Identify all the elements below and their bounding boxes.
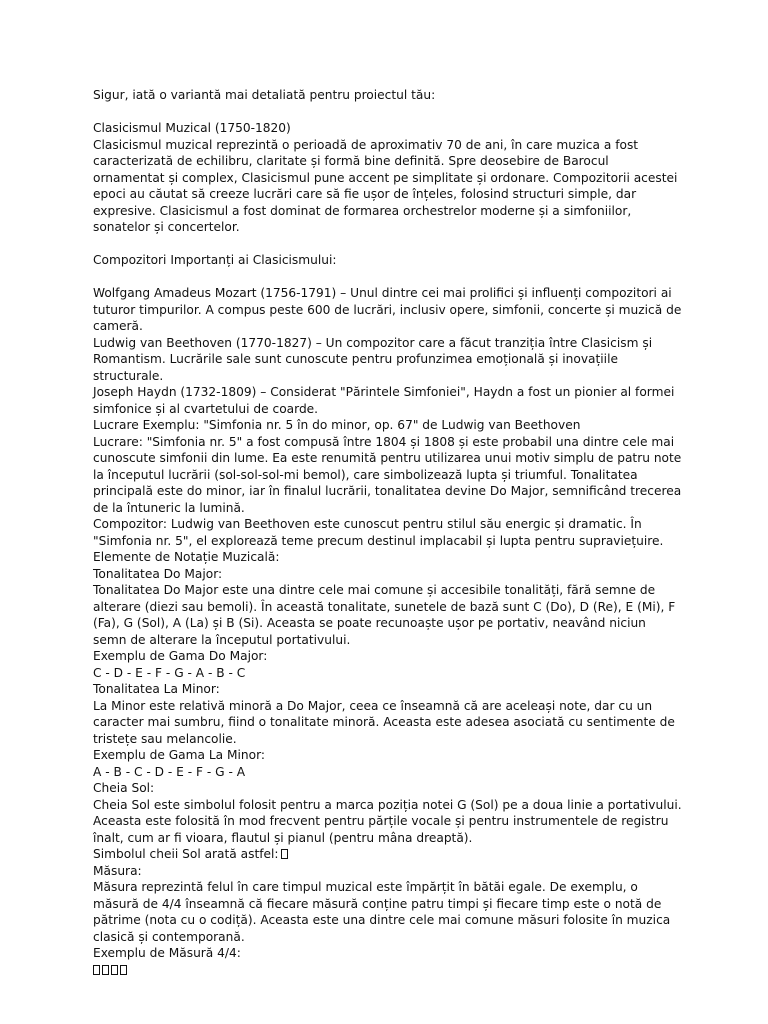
la-minor-heading: Tonalitatea La Minor: [93,682,220,696]
measure-example-heading: Exemplu de Măsură 4/4: [93,946,241,960]
missing-glyph-icon [281,849,288,859]
la-minor-scale: A - B - C - D - E - F - G - A [93,764,246,779]
composer-beethoven: Ludwig van Beethoven (1770-1827) – Un compozitor care a făcut tranziția între Clasicism și Romantism. Lucrările sale sunt cunoscute pentru profunzimea emoțională și inovațiile structurale. [93,335,653,383]
missing-glyph-icon [120,965,127,975]
missing-glyph-icon [111,965,118,975]
classicism-paragraph: Clasicismul muzical reprezintă o perioadă de aproximativ 70 de ani, în care muzica a fost caracterizată de echilibru, claritate și formă bine definită. Spre deosebire de Barocul ornamentat și complex, Clasicismul pune accent pe simplitate și ordonare. Compozitorii acestei epoci au căutat să creeze lucrări care să fie ușor de înțeles, folosind structuri simple, dar expresive. Clasicismul a fost dominat de formarea orchestrelor moderne și a simfoniilor, sonatelor și concertelor. [93,137,678,234]
composer-mozart: Wolfgang Amadeus Mozart (1756-1791) – Unul dintre cei mai prolifici și influenți compozitori ai tuturor timpurilor. A compus peste 600 de lucrări, inclusiv opere, simfonii, concerte și muzică de cameră. [93,286,682,333]
missing-glyph-icon [93,965,100,975]
do-major-heading: Tonalitatea Do Major: [93,566,223,581]
clef-symbol-line [93,846,683,863]
work-description: Lucrare: "Simfonia nr. 5" a fost compusă între 1804 și 1808 și este probabil una dintre cele mai cunoscute simfonii din lume. Ea este renumită pentru utilizarea unui motiv simplu de patru note la începutul lucrării (sol-sol-sol-mi bemol), care simbolizează lupta și triumful. Tonalitatea principală este do minor, iar în finalul lucrării, tonalitatea devine Do Major, semnificând trecerea de la întuneric la lumină. [93,434,682,515]
measure-example-glyphs [93,962,683,979]
section-heading-classicism: Clasicismul Muzical (1750-1820) [93,121,291,135]
measure-paragraph: Măsura reprezintă felul în care timpul muzical este împărțit în bătăi egale. De exemplu, o măsură de 4/4 înseamnă că fiecare măsură conține patru timpi și fiecare timp este o notă de pătrime (nota cu o codiță). Aceasta este una dintre cele mai comune măsuri folosite în muzica clasică și contemporană. [93,880,671,944]
section-heading-notation: Elemente de Notație Muzicală: [93,550,280,564]
measure-heading: Măsura: [93,863,142,878]
intro-line: Sigur, iată o variantă mai detaliată pentru proiectul tău: [93,88,436,102]
do-major-scale: C - D - E - F - G - A - B - C [93,665,246,680]
blank-line [93,104,683,121]
example-work-line: Lucrare Exemplu: "Simfonia nr. 5 în do minor, op. 67" de Ludwig van Beethoven [93,418,581,432]
composer-haydn: Joseph Haydn (1732-1809) – Considerat "Părintele Simfoniei", Haydn a fost un pionier al formei simfonice și al cvartetului de coarde. [93,385,675,416]
do-major-paragraph: Tonalitatea Do Major este una dintre cele mai comune și accesibile tonalități, fără semne de alterare (diezi sau bemoli). În această tonalitate, sunetele de bază sunt C (Do), D (Re), E (Mi), F (Fa), G (Sol), A (La) și B (Si). Aceasta se poate recunoaște ușor pe portativ, neavând niciun semn de alterare la începutul portativului. [93,583,676,647]
do-major-scale-heading: Exemplu de Gama Do Major: [93,649,268,663]
la-minor-paragraph: La Minor este relativă minoră a Do Major, ceea ce înseamnă că are aceleași note, dar cu un caracter mai sumbru, fiind o tonalitate minoră. Aceasta este adesea asociată cu sentimente de tristețe sau melancolie. [93,698,675,746]
clef-symbol-label: Simbolul cheii Sol arată astfel: [93,847,279,861]
composer-description: Compozitor: Ludwig van Beethoven este cunoscut pentru stilul său energic și dramatic. În "Simfonia nr. 5", el explorează teme precum destinul implacabil și lupta pentru supraviețuire. [93,517,664,548]
blank-line [93,269,683,286]
clef-paragraph: Cheia Sol este simbolul folosit pentru a marca poziția notei G (Sol) pe a doua linie a portativului. Aceasta este folosită în mod frecvent pentru părțile vocale și pentru instrumentele de registru înalt, cum ar fi vioara, flautul și pianul (pentru mâna dreaptă). [93,797,682,845]
clef-heading: Cheia Sol: [93,781,155,795]
section-heading-composers: Compozitori Importanți ai Clasicismului: [93,253,337,267]
la-minor-scale-heading: Exemplu de Gama La Minor: [93,748,265,762]
missing-glyph-icon [102,965,109,975]
document-body [93,87,683,978]
blank-line [93,236,683,253]
